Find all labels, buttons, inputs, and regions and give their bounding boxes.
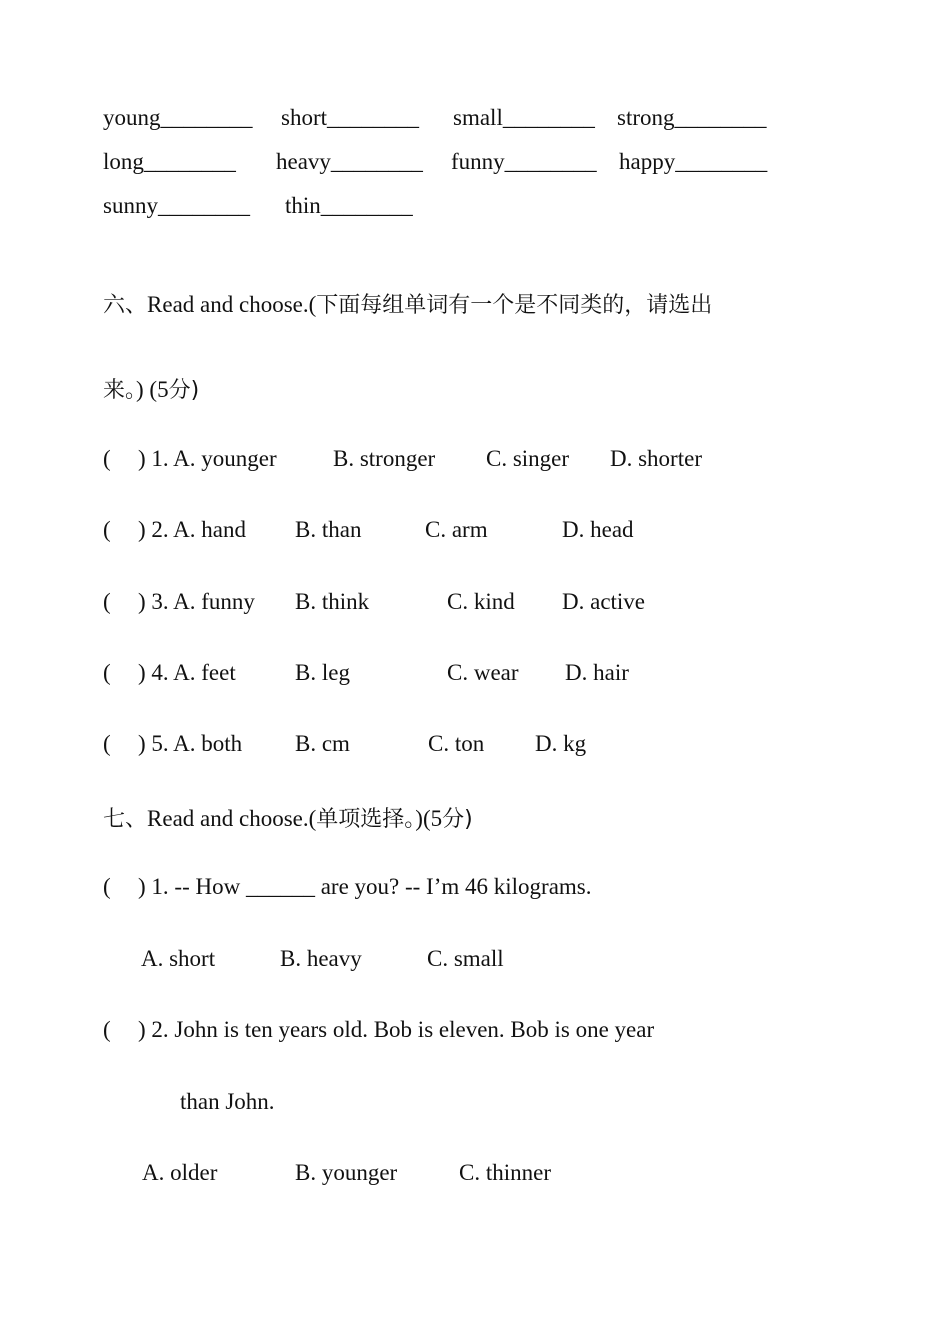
- question-option-d: D. shorter: [610, 446, 702, 471]
- choice-a: A. older: [142, 1160, 218, 1185]
- question-option-c: C. singer: [486, 446, 570, 471]
- word-strong: strong________: [617, 105, 767, 130]
- question-option-a: ) 1. A. younger: [138, 446, 277, 471]
- question-text: ) 2. John is ten years old. Bob is eleven. Bob is one year: [138, 1017, 655, 1042]
- section7-heading: [103, 802, 473, 833]
- section6-heading-en: Read and choose.(: [147, 292, 317, 317]
- question-option-b: B. stronger: [333, 446, 436, 471]
- choice-b: B. heavy: [280, 946, 362, 971]
- question-option-c: C. ton: [428, 731, 485, 756]
- choice-c: C. small: [427, 946, 504, 971]
- word-sunny: sunny________: [103, 193, 250, 218]
- question-option-b: B. think: [295, 589, 370, 614]
- word-young: young________: [103, 105, 253, 130]
- question-option-c: C. wear: [447, 660, 519, 685]
- section7-heading-cn: 单项选择。: [316, 807, 416, 832]
- question-option-c: C. arm: [425, 517, 488, 542]
- section6-prefix: 六、: [103, 293, 148, 318]
- section7-prefix: 七、: [103, 807, 148, 832]
- question-text: ) 1. -- How ______ are you? -- I’m 46 kilograms.: [138, 874, 592, 899]
- question-option-d: D. kg: [535, 731, 587, 756]
- question-option-b: B. leg: [295, 660, 350, 685]
- answer-paren[interactable]: (: [103, 874, 111, 899]
- question-text-cont: than John.: [180, 1089, 275, 1114]
- answer-paren[interactable]: (: [103, 660, 111, 685]
- question-option-d: D. head: [562, 517, 634, 542]
- word-funny: funny________: [451, 149, 597, 174]
- question-option-a: ) 2. A. hand: [138, 517, 246, 542]
- section7-points: 分): [442, 807, 473, 832]
- answer-paren[interactable]: (: [103, 731, 111, 756]
- section7-heading-en-end: )(5: [415, 806, 443, 831]
- section6-heading-cn: 下面每组单词有一个是不同类的，请选出: [316, 293, 713, 318]
- section6-points: 分): [168, 378, 200, 403]
- answer-paren[interactable]: (: [103, 1017, 111, 1042]
- word-happy: happy________: [619, 149, 768, 174]
- section7-heading-en: Read and choose.(: [147, 806, 317, 831]
- choice-c: C. thinner: [459, 1160, 551, 1185]
- question-option-c: C. kind: [447, 589, 515, 614]
- section6-cont-cn: 来。: [103, 378, 137, 403]
- answer-paren[interactable]: (: [103, 446, 111, 471]
- question-option-d: D. hair: [565, 660, 629, 685]
- section6-cont-en: ) (5: [136, 377, 169, 402]
- answer-paren[interactable]: (: [103, 589, 111, 614]
- choice-b: B. younger: [295, 1160, 398, 1185]
- section6-heading: [103, 288, 712, 319]
- word-short: short________: [281, 105, 419, 130]
- question-option-a: ) 5. A. both: [138, 731, 243, 756]
- word-heavy: heavy________: [276, 149, 423, 174]
- question-option-b: B. than: [295, 517, 362, 542]
- question-option-a: ) 3. A. funny: [138, 589, 255, 614]
- question-option-b: B. cm: [295, 731, 350, 756]
- word-long: long________: [103, 149, 236, 174]
- section6-heading-cont: [103, 373, 199, 404]
- word-thin: thin________: [285, 193, 413, 218]
- question-option-d: D. active: [562, 589, 646, 614]
- answer-paren[interactable]: (: [103, 517, 111, 542]
- question-option-a: ) 4. A. feet: [138, 660, 236, 685]
- word-small: small________: [453, 105, 595, 130]
- choice-a: A. short: [141, 946, 216, 971]
